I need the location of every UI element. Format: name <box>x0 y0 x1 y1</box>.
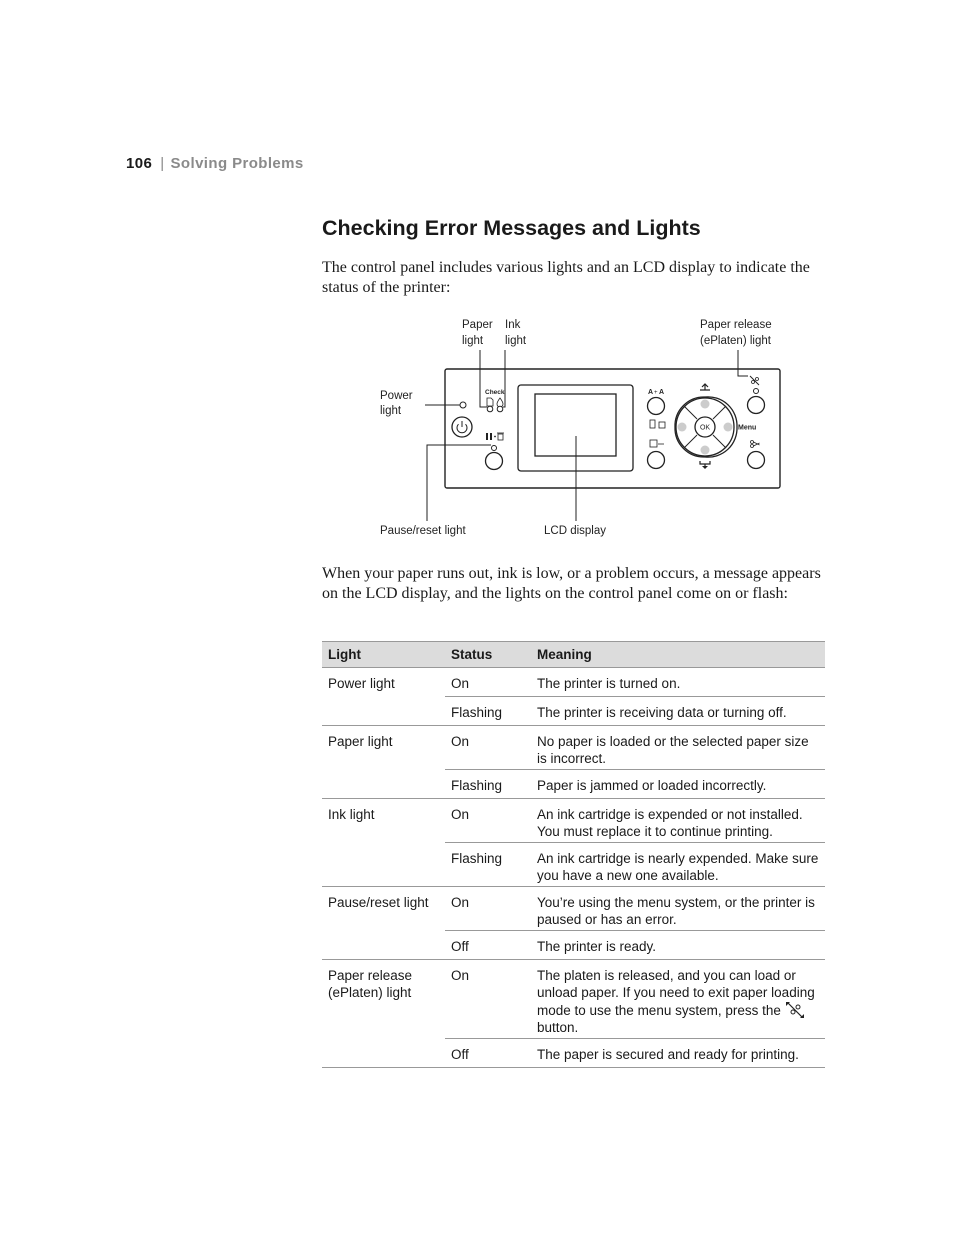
cell-meaning: The printer is ready. <box>531 931 825 960</box>
table-row <box>322 1039 825 1068</box>
down-arrow-icon <box>701 446 710 455</box>
cell-light: Paper light <box>322 726 445 770</box>
cell-light: Pause/reset light <box>322 887 445 931</box>
paper-source-icon <box>648 389 664 396</box>
col-header-meaning: Meaning <box>531 642 825 668</box>
up-arrow-icon <box>701 400 710 409</box>
table-row <box>322 770 825 799</box>
left-arrow-icon <box>678 423 687 432</box>
control-panel-diagram <box>370 310 790 550</box>
running-header <box>126 155 304 172</box>
paper-release-light <box>754 389 759 394</box>
cell-light <box>322 697 445 726</box>
table-row <box>322 931 825 960</box>
cell-status: On <box>445 726 531 770</box>
cell-meaning: An ink cartridge is expended or not installed. You must replace it to continue printing. <box>531 799 825 843</box>
header-separator: | <box>160 155 165 172</box>
cell-status: On <box>445 799 531 843</box>
paper-release-label-2: (ePlaten) light <box>700 335 771 347</box>
intro-paragraph: The control panel includes various lights and an LCD display to indicate the status of the printer: <box>322 259 810 296</box>
power-light-label-2: light <box>380 405 402 417</box>
table-header-row <box>322 642 825 668</box>
cell-status: Off <box>445 931 531 960</box>
ok-label: OK <box>699 424 711 432</box>
svg-text:A: A <box>648 389 654 396</box>
svg-text:A: A <box>659 389 665 396</box>
cell-light: Power light <box>328 676 395 691</box>
cell-status: Off <box>445 1039 531 1068</box>
cell-light: Paper release (ePlaten) light <box>322 960 445 1039</box>
table-row <box>322 697 825 726</box>
cell-light <box>322 843 445 887</box>
cell-meaning: You’re using the menu system, or the printer is paused or has an error. <box>531 887 825 931</box>
cell-status: On <box>445 960 531 1039</box>
menu-label: Menu <box>738 424 757 432</box>
cell-meaning <box>531 960 825 1039</box>
paper-release-label-1: Paper release <box>700 319 772 331</box>
cell-meaning: Paper is jammed or loaded incorrectly. <box>531 770 825 799</box>
cell-meaning: No paper is loaded or the selected paper size is incorrect. <box>531 726 825 770</box>
table-row <box>322 726 825 770</box>
ink-light-label-2: light <box>505 335 527 347</box>
power-light-label-1: Power <box>380 390 413 402</box>
cell-meaning: The paper is secured and ready for printing. <box>531 1039 825 1068</box>
cell-status: Flashing <box>445 770 531 799</box>
cell-light: Ink light <box>322 799 445 843</box>
cell-light <box>322 931 445 960</box>
cell-light <box>322 770 445 799</box>
cut-button <box>748 452 765 469</box>
power-light <box>460 402 466 408</box>
right-arrow-icon <box>724 423 733 432</box>
table-row <box>322 668 825 697</box>
cell-meaning: The printer is turned on. <box>537 676 681 691</box>
cell-status: On <box>451 676 470 691</box>
paper-light-label-1: Paper <box>462 319 493 331</box>
table-row <box>322 887 825 931</box>
cell-meaning: The printer is receiving data or turning off. <box>531 697 825 726</box>
table-row <box>322 799 825 843</box>
paper-light <box>487 406 493 412</box>
lcd-display-label: LCD display <box>544 525 606 537</box>
explanation-paragraph: When your paper runs out, ink is low, or a problem occurs, a message appears on the LCD display, and the lights on the control panel come on or flash: <box>322 565 821 602</box>
cell-status: On <box>445 887 531 931</box>
section-title: Solving Problems <box>170 155 304 172</box>
pause-reset-light <box>492 446 497 451</box>
col-header-light: Light <box>322 642 445 668</box>
pause-reset-button <box>486 453 503 470</box>
cell-meaning: An ink cartridge is nearly expended. Make sure you have a new one available. <box>531 843 825 887</box>
check-label: Check <box>485 389 505 396</box>
paper-source-button <box>648 398 665 415</box>
cell-status: Flashing <box>445 697 531 726</box>
meaning-text: The platen is released, and you can load or unload paper. If you need to exit paper loading mode to use the menu system, press the <box>537 968 815 1018</box>
ink-light <box>497 406 503 412</box>
paper-release-icon <box>785 1001 805 1019</box>
lights-table <box>322 641 825 1068</box>
pause-reset-label: Pause/reset light <box>380 525 466 537</box>
meaning-text-end: button. <box>537 1020 579 1035</box>
maintenance-button <box>648 452 665 469</box>
page-title: Checking Error Messages and Lights <box>322 216 701 240</box>
svg-text:+: + <box>654 390 658 396</box>
table-row <box>322 960 825 1039</box>
paper-release-button <box>748 397 765 414</box>
ink-light-label-1: Ink <box>505 319 521 331</box>
cell-light <box>322 1039 445 1068</box>
table-row <box>322 843 825 887</box>
paper-light-label-2: light <box>462 335 484 347</box>
col-header-status: Status <box>445 642 531 668</box>
page-number: 106 <box>126 155 153 172</box>
cell-status: Flashing <box>445 843 531 887</box>
